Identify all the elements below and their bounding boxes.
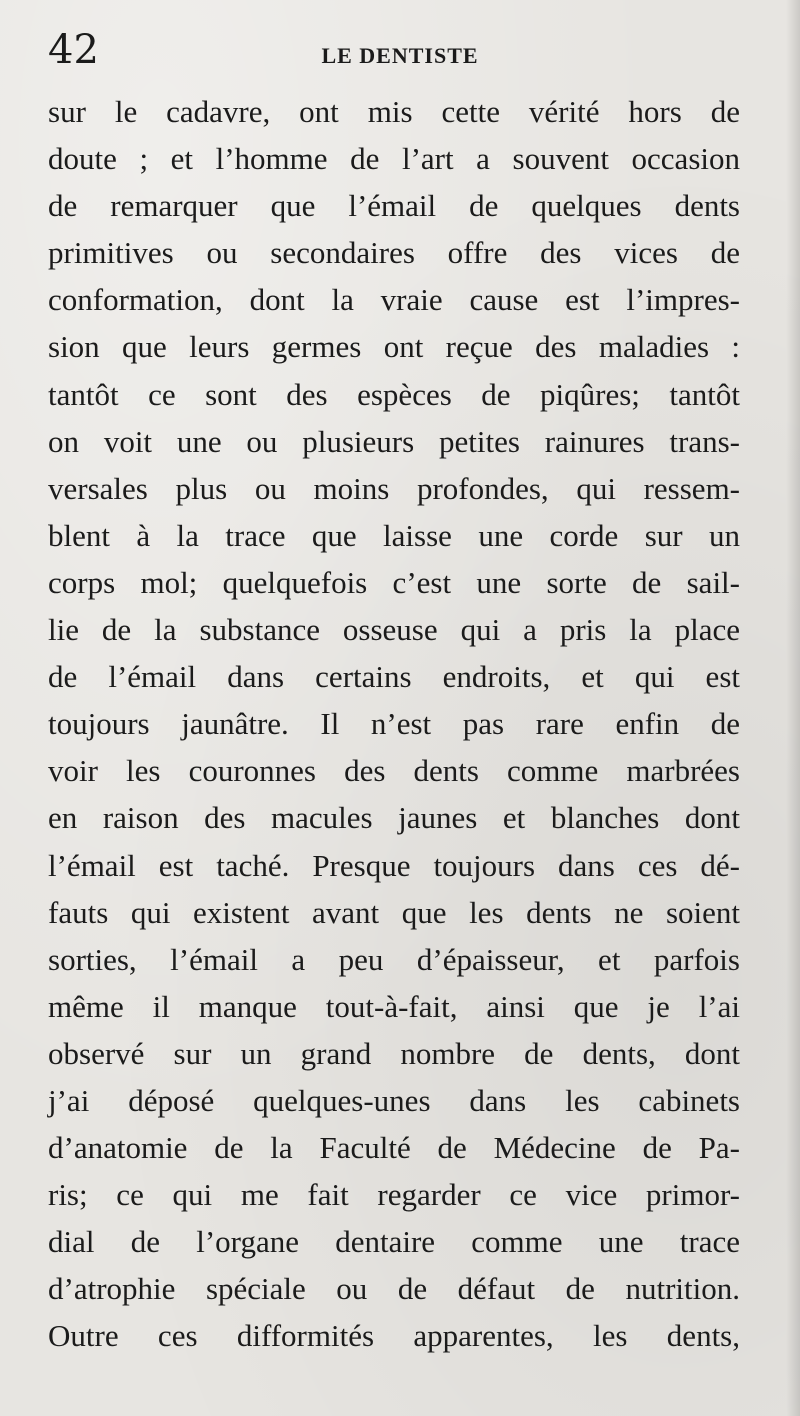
text-line: voir les couronnes des dents comme marbrées [48,753,740,789]
text-line: primitives ou secondaires offre des vices de [48,235,740,271]
text-line: d’anatomie de la Faculté de Médecine de Pa- [48,1130,740,1166]
text-line: de l’émail dans certains endroits, et qui est [48,659,740,695]
page-number: 42 [48,27,99,73]
text-line: lie de la substance osseuse qui a pris la place [48,612,740,648]
text-line: de remarquer que l’émail de quelques dents [48,188,740,224]
text-line: conformation, dont la vraie cause est l’impres- [48,282,740,318]
text-line: dial de l’organe dentaire comme une trace [48,1224,740,1260]
body-text [48,88,740,1360]
text-line: blent à la trace que laisse une corde sur un [48,517,740,553]
text-line: ris; ce qui me fait regarder ce vice primor- [48,1177,740,1213]
text-line: sorties, l’émail a peu d’épaisseur, et parfois [48,941,740,977]
text-line: sion que leurs germes ont reçue des maladies : [48,329,740,365]
text-line: toujours jaunâtre. Il n’est pas rare enfin de [48,706,740,742]
text-line: fauts qui existent avant que les dents ne soient [48,894,740,930]
text-line: l’émail est taché. Presque toujours dans ces dé- [48,847,740,883]
text-line: versales plus ou moins profondes, qui ressem- [48,470,740,506]
text-line: Outre ces difformités apparentes, les dents, [48,1318,740,1354]
text-line: observé sur un grand nombre de dents, dont [48,1035,740,1071]
page-edge-shadow [786,0,800,1416]
text-line: on voit une ou plusieurs petites rainures trans- [48,423,740,459]
running-head: LE DENTISTE [321,43,479,68]
text-line: tantôt ce sont des espèces de piqûres; tantôt [48,376,740,412]
text-line: d’atrophie spéciale ou de défaut de nutrition. [48,1271,740,1307]
text-line: en raison des macules jaunes et blanches dont [48,800,740,836]
text-line: corps mol; quelquefois c’est une sorte de sail- [48,564,740,600]
text-line: j’ai déposé quelques-unes dans les cabinets [48,1082,740,1118]
text-line: même il manque tout-à-fait, ainsi que je l’ai [48,988,740,1024]
text-line: sur le cadavre, ont mis cette vérité hors de [48,94,740,129]
text-line: doute ; et l’homme de l’art a souvent occasion [48,141,740,177]
